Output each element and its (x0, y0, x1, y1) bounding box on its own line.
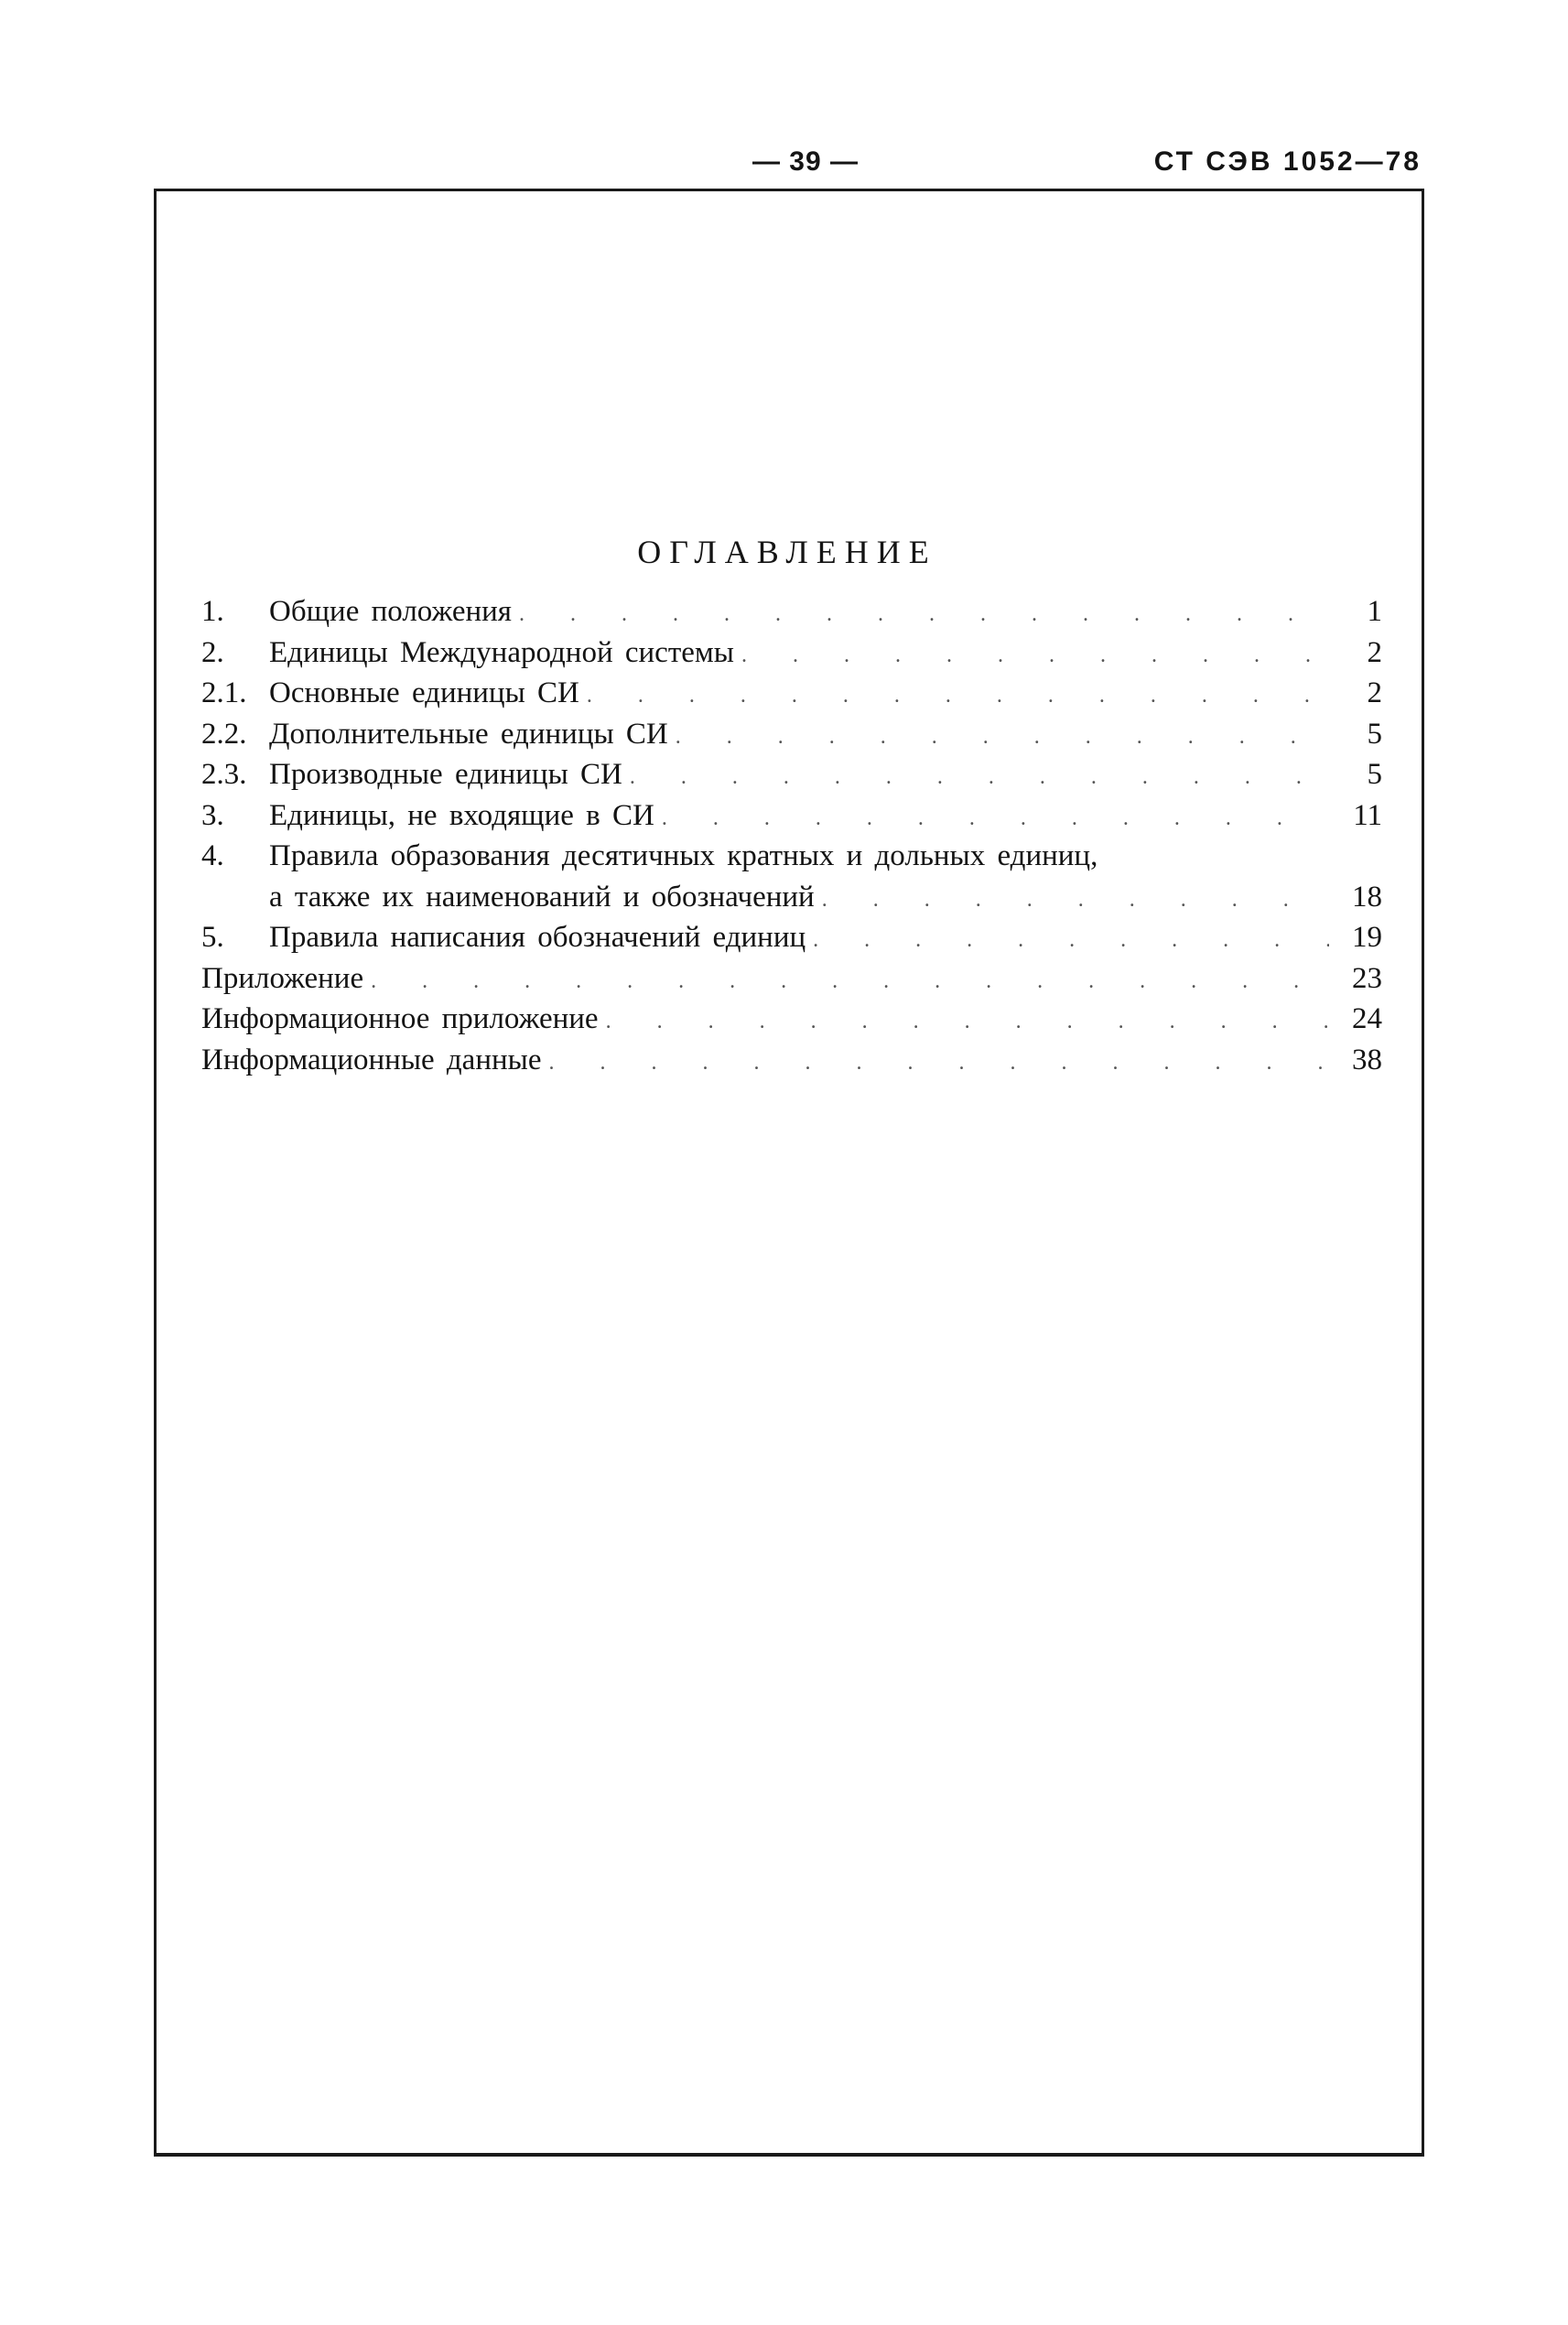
toc-item-page: 5 (1367, 717, 1382, 751)
dot-leader (813, 928, 1329, 953)
toc-item[interactable] (201, 799, 1382, 840)
toc-item-page: 1 (1367, 595, 1382, 628)
document-code: СТ СЭВ 1052—78 (1153, 146, 1422, 177)
toc-item-page: 18 (1352, 880, 1382, 914)
dot-leader (630, 765, 1329, 790)
toc-item-number: 2.2. (201, 717, 247, 751)
dot-leader (822, 888, 1329, 913)
toc-item-page: 5 (1367, 758, 1382, 791)
toc-item[interactable] (201, 595, 1382, 636)
toc-item-label: Единицы Международной системы (269, 635, 734, 669)
dot-leader (662, 806, 1329, 831)
toc-item[interactable] (201, 676, 1382, 718)
dot-leader (587, 684, 1329, 708)
toc-item-page: 2 (1367, 635, 1382, 669)
toc-item-number: 2. (201, 635, 224, 669)
toc-item-label: Правила образования десятичных кратных и дольных единиц, (269, 839, 1098, 872)
dot-leader (676, 725, 1329, 750)
toc-item-label: Общие положения (269, 595, 512, 628)
dot-leader (548, 1051, 1329, 1076)
toc-title: ОГЛАВЛЕНИЕ (637, 534, 937, 570)
toc-item-page: 38 (1352, 1043, 1382, 1076)
toc-item-page: 23 (1352, 961, 1382, 995)
toc-item-number: 5. (201, 921, 224, 954)
toc-item-number: 2.3. (201, 758, 247, 791)
toc-item-number: 1. (201, 595, 224, 628)
toc-item-label: Информационные данные (201, 1043, 542, 1076)
toc-item-label: Информационное приложение (201, 1002, 599, 1035)
toc-item-label: Правила написания обозначений единиц (269, 921, 806, 954)
toc-item-page: 2 (1367, 676, 1382, 709)
page-number: — 39 — (752, 146, 860, 177)
toc-item-page: 19 (1352, 921, 1382, 954)
toc-item-label: Дополнительные единицы СИ (269, 717, 668, 751)
toc-item[interactable] (201, 636, 1382, 677)
toc-item[interactable] (201, 921, 1382, 962)
toc-item-page: 11 (1353, 798, 1382, 832)
toc-item-label: Приложение (201, 961, 364, 995)
toc-item-page: 24 (1352, 1002, 1382, 1035)
toc-item-label: Производные единицы СИ (269, 758, 622, 791)
page-frame (154, 189, 1424, 2157)
dot-leader (519, 602, 1329, 627)
toc-item[interactable] (201, 1044, 1382, 1085)
toc-item-number: 3. (201, 798, 224, 832)
table-of-contents (201, 595, 1382, 1084)
toc-item-continuation[interactable] (201, 881, 1382, 922)
toc-item[interactable] (201, 718, 1382, 759)
toc-item[interactable] (201, 839, 1382, 881)
toc-item-label-continued: а также их наименований и обозначений (269, 880, 815, 914)
toc-item[interactable] (201, 758, 1382, 799)
dot-leader (606, 1010, 1329, 1034)
dot-leader (371, 969, 1329, 994)
toc-item-number: 2.1. (201, 676, 247, 709)
toc-item-label: Единицы, не входящие в СИ (269, 798, 654, 832)
toc-item[interactable] (201, 962, 1382, 1003)
toc-item[interactable] (201, 1002, 1382, 1044)
toc-item-number: 4. (201, 839, 224, 872)
toc-item-label: Основные единицы СИ (269, 676, 579, 709)
dot-leader (741, 643, 1329, 668)
